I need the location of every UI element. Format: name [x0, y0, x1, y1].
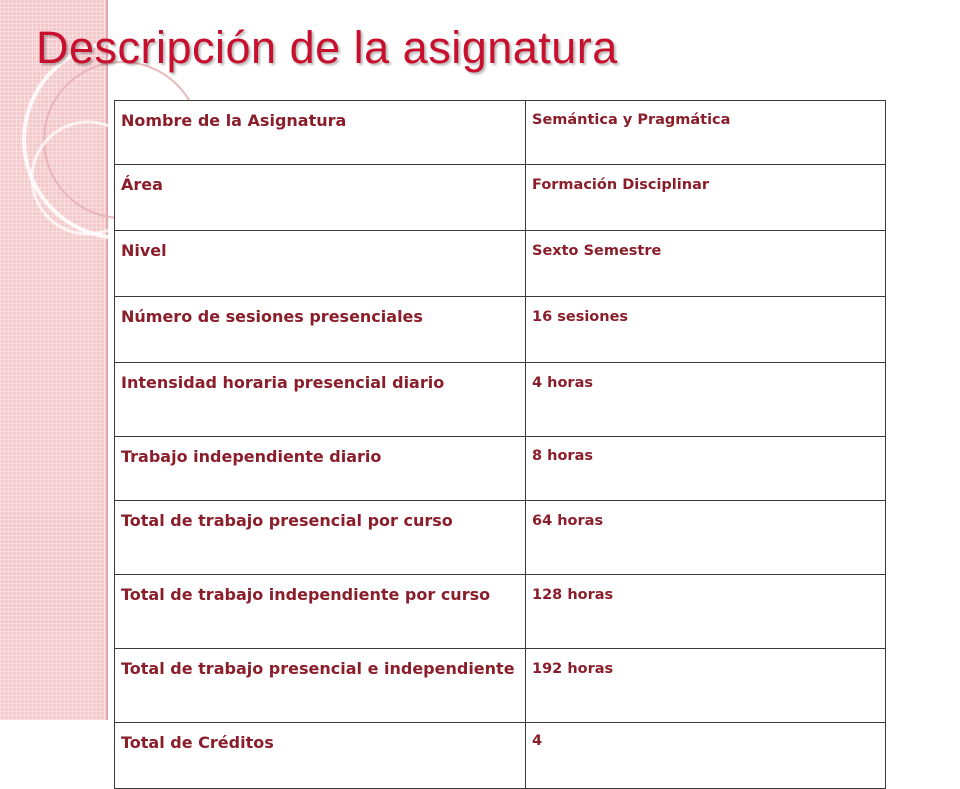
row-label: Área	[115, 165, 526, 231]
row-value: 8 horas	[526, 437, 886, 501]
row-value: Semántica y Pragmática	[526, 101, 886, 165]
row-value: Sexto Semestre	[526, 231, 886, 297]
row-value: 4	[526, 723, 886, 789]
row-value: 192 horas	[526, 649, 886, 723]
row-value: 64 horas	[526, 501, 886, 575]
table-row	[115, 231, 886, 297]
row-label: Total de trabajo presencial por curso	[115, 501, 526, 575]
row-value: Formación Disciplinar	[526, 165, 886, 231]
row-label: Total de Créditos	[115, 723, 526, 789]
row-label: Nivel	[115, 231, 526, 297]
row-label: Total de trabajo presencial e independiente	[115, 649, 526, 723]
row-value: 16 sesiones	[526, 297, 886, 363]
table-row	[115, 297, 886, 363]
table-row	[115, 363, 886, 437]
table-row	[115, 723, 886, 789]
slide-title: Descripción de la asignatura	[36, 22, 618, 73]
table-row	[115, 165, 886, 231]
row-label: Trabajo independiente diario	[115, 437, 526, 501]
table-row	[115, 575, 886, 649]
row-label: Intensidad horaria presencial diario	[115, 363, 526, 437]
table-row	[115, 501, 886, 575]
row-label: Nombre de la Asignatura	[115, 101, 526, 165]
row-label: Número de sesiones presenciales	[115, 297, 526, 363]
row-value: 128 horas	[526, 575, 886, 649]
row-value: 4 horas	[526, 363, 886, 437]
subject-description-table	[114, 100, 886, 789]
table-row	[115, 437, 886, 501]
row-label: Total de trabajo independiente por curso	[115, 575, 526, 649]
table-row	[115, 101, 886, 165]
table-row	[115, 649, 886, 723]
